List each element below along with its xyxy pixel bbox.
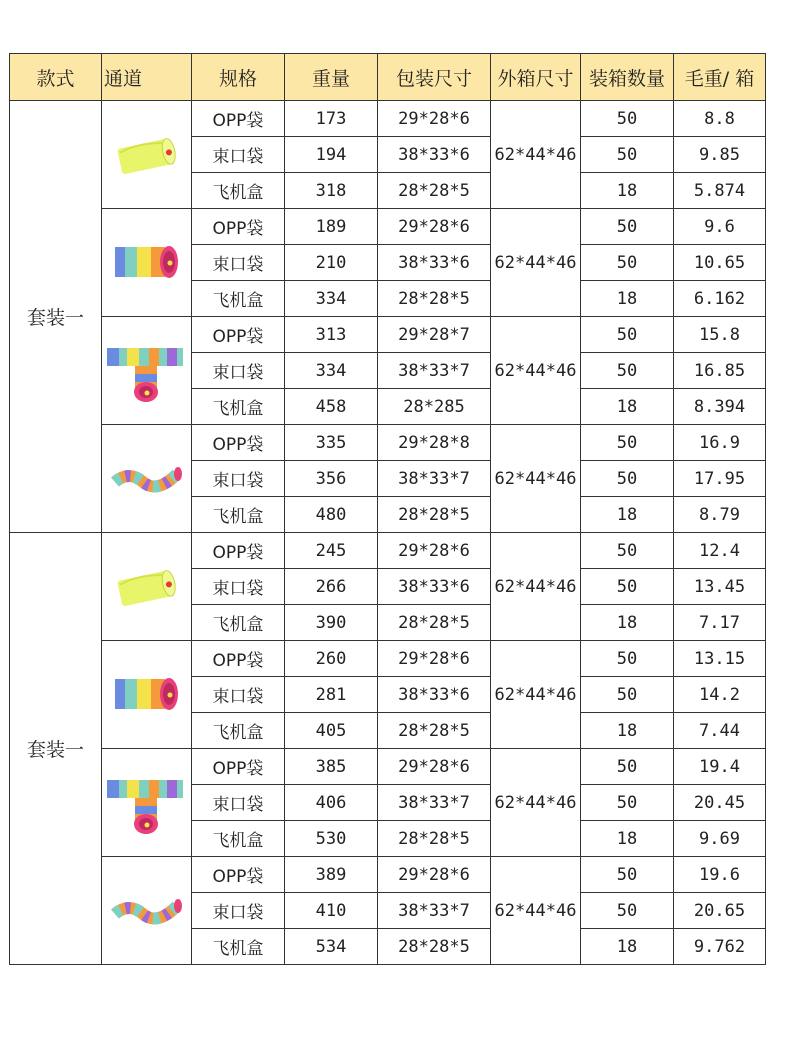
weight-cell: 389 xyxy=(285,857,378,893)
pack-size-cell: 29*28*6 xyxy=(378,641,491,677)
tunnel-image-cell xyxy=(102,749,192,857)
box-quantity-cell: 50 xyxy=(581,641,674,677)
spec-cell: OPP袋 xyxy=(192,317,285,353)
weight-cell: 530 xyxy=(285,821,378,857)
weight-cell: 334 xyxy=(285,281,378,317)
outer-box-size-cell: 62*44*46 xyxy=(491,101,581,209)
spec-cell: OPP袋 xyxy=(192,101,285,137)
weight-cell: 266 xyxy=(285,569,378,605)
gross-weight-cell: 15.8 xyxy=(674,317,766,353)
spec-cell: 飞机盒 xyxy=(192,173,285,209)
gross-weight-cell: 6.162 xyxy=(674,281,766,317)
box-quantity-cell: 50 xyxy=(581,893,674,929)
spec-table xyxy=(9,53,766,965)
pack-size-cell: 29*28*7 xyxy=(378,317,491,353)
spec-cell: 飞机盒 xyxy=(192,929,285,965)
box-quantity-cell: 50 xyxy=(581,677,674,713)
weight-cell: 385 xyxy=(285,749,378,785)
spec-cell: 飞机盒 xyxy=(192,821,285,857)
box-quantity-cell: 50 xyxy=(581,209,674,245)
rainbow-straight-tunnel-icon xyxy=(102,665,191,725)
pack-size-cell: 29*28*6 xyxy=(378,101,491,137)
weight-cell: 406 xyxy=(285,785,378,821)
table-row xyxy=(10,857,766,893)
weight-cell: 334 xyxy=(285,353,378,389)
outer-box-size-cell: 62*44*46 xyxy=(491,641,581,749)
table-row xyxy=(10,425,766,461)
box-quantity-cell: 50 xyxy=(581,569,674,605)
gross-weight-cell: 13.15 xyxy=(674,641,766,677)
box-quantity-cell: 50 xyxy=(581,785,674,821)
header-weight: 重量 xyxy=(285,54,378,101)
tunnel-image-cell xyxy=(102,425,192,533)
gross-weight-cell: 5.874 xyxy=(674,173,766,209)
header-pack-size: 包装尺寸 xyxy=(378,54,491,101)
box-quantity-cell: 50 xyxy=(581,101,674,137)
header-gross-weight: 毛重/ 箱 xyxy=(674,54,766,101)
header-spec: 规格 xyxy=(192,54,285,101)
weight-cell: 410 xyxy=(285,893,378,929)
pack-size-cell: 29*28*8 xyxy=(378,425,491,461)
spec-cell: OPP袋 xyxy=(192,749,285,785)
weight-cell: 534 xyxy=(285,929,378,965)
table-body xyxy=(10,101,766,965)
tunnel-image-cell xyxy=(102,101,192,209)
pack-size-cell: 38*33*6 xyxy=(378,677,491,713)
header-box-quantity: 装箱数量 xyxy=(581,54,674,101)
gross-weight-cell: 12.4 xyxy=(674,533,766,569)
box-quantity-cell: 50 xyxy=(581,533,674,569)
pack-size-cell: 38*33*7 xyxy=(378,785,491,821)
outer-box-size-cell: 62*44*46 xyxy=(491,857,581,965)
weight-cell: 245 xyxy=(285,533,378,569)
gross-weight-cell: 20.45 xyxy=(674,785,766,821)
s-curve-tunnel-icon xyxy=(102,886,191,936)
weight-cell: 318 xyxy=(285,173,378,209)
weight-cell: 480 xyxy=(285,497,378,533)
spec-cell: 飞机盒 xyxy=(192,497,285,533)
weight-cell: 189 xyxy=(285,209,378,245)
spec-cell: 束口袋 xyxy=(192,785,285,821)
spec-cell: 飞机盒 xyxy=(192,389,285,425)
t-shaped-tunnel-icon xyxy=(102,768,191,838)
box-quantity-cell: 50 xyxy=(581,245,674,281)
gross-weight-cell: 9.6 xyxy=(674,209,766,245)
yellow-tunnel-icon xyxy=(102,557,191,617)
outer-box-size-cell: 62*44*46 xyxy=(491,749,581,857)
pack-size-cell: 29*28*6 xyxy=(378,209,491,245)
pack-size-cell: 29*28*6 xyxy=(378,857,491,893)
pack-size-cell: 28*28*5 xyxy=(378,713,491,749)
gross-weight-cell: 10.65 xyxy=(674,245,766,281)
spec-cell: 飞机盒 xyxy=(192,281,285,317)
tunnel-image-cell xyxy=(102,641,192,749)
spec-cell: OPP袋 xyxy=(192,425,285,461)
pack-size-cell: 28*285 xyxy=(378,389,491,425)
weight-cell: 210 xyxy=(285,245,378,281)
gross-weight-cell: 13.45 xyxy=(674,569,766,605)
pack-size-cell: 28*28*5 xyxy=(378,821,491,857)
gross-weight-cell: 7.44 xyxy=(674,713,766,749)
gross-weight-cell: 19.4 xyxy=(674,749,766,785)
weight-cell: 335 xyxy=(285,425,378,461)
pack-size-cell: 29*28*6 xyxy=(378,533,491,569)
box-quantity-cell: 50 xyxy=(581,425,674,461)
rainbow-straight-tunnel-icon xyxy=(102,233,191,293)
box-quantity-cell: 18 xyxy=(581,497,674,533)
table-row xyxy=(10,101,766,137)
outer-box-size-cell: 62*44*46 xyxy=(491,209,581,317)
tunnel-image-cell xyxy=(102,209,192,317)
yellow-tunnel-icon xyxy=(102,125,191,185)
gross-weight-cell: 19.6 xyxy=(674,857,766,893)
t-shaped-tunnel-icon xyxy=(102,336,191,406)
weight-cell: 260 xyxy=(285,641,378,677)
box-quantity-cell: 18 xyxy=(581,281,674,317)
spec-cell: 束口袋 xyxy=(192,677,285,713)
table-row xyxy=(10,317,766,353)
weight-cell: 390 xyxy=(285,605,378,641)
header-row xyxy=(10,54,766,101)
weight-cell: 405 xyxy=(285,713,378,749)
box-quantity-cell: 18 xyxy=(581,389,674,425)
pack-size-cell: 38*33*6 xyxy=(378,137,491,173)
gross-weight-cell: 8.79 xyxy=(674,497,766,533)
table-row xyxy=(10,533,766,569)
weight-cell: 313 xyxy=(285,317,378,353)
s-curve-tunnel-icon xyxy=(102,454,191,504)
spec-cell: OPP袋 xyxy=(192,641,285,677)
gross-weight-cell: 17.95 xyxy=(674,461,766,497)
spec-cell: 束口袋 xyxy=(192,461,285,497)
pack-size-cell: 38*33*7 xyxy=(378,893,491,929)
weight-cell: 194 xyxy=(285,137,378,173)
gross-weight-cell: 9.85 xyxy=(674,137,766,173)
tunnel-image-cell xyxy=(102,533,192,641)
table-row xyxy=(10,749,766,785)
pack-size-cell: 28*28*5 xyxy=(378,281,491,317)
box-quantity-cell: 50 xyxy=(581,749,674,785)
spec-cell: 束口袋 xyxy=(192,353,285,389)
spec-cell: OPP袋 xyxy=(192,533,285,569)
outer-box-size-cell: 62*44*46 xyxy=(491,533,581,641)
gross-weight-cell: 7.17 xyxy=(674,605,766,641)
spec-cell: 飞机盒 xyxy=(192,713,285,749)
table-row xyxy=(10,209,766,245)
pack-size-cell: 28*28*5 xyxy=(378,605,491,641)
pack-size-cell: 29*28*6 xyxy=(378,749,491,785)
suite-label: 套装一 xyxy=(10,533,102,965)
spec-cell: 束口袋 xyxy=(192,569,285,605)
tunnel-image-cell xyxy=(102,317,192,425)
pack-size-cell: 38*33*6 xyxy=(378,569,491,605)
spec-cell: 飞机盒 xyxy=(192,605,285,641)
outer-box-size-cell: 62*44*46 xyxy=(491,317,581,425)
weight-cell: 173 xyxy=(285,101,378,137)
spec-cell: OPP袋 xyxy=(192,857,285,893)
pack-size-cell: 38*33*7 xyxy=(378,353,491,389)
pack-size-cell: 28*28*5 xyxy=(378,173,491,209)
pack-size-cell: 28*28*5 xyxy=(378,929,491,965)
box-quantity-cell: 50 xyxy=(581,461,674,497)
outer-box-size-cell: 62*44*46 xyxy=(491,425,581,533)
spec-cell: 束口袋 xyxy=(192,893,285,929)
gross-weight-cell: 8.8 xyxy=(674,101,766,137)
box-quantity-cell: 50 xyxy=(581,317,674,353)
box-quantity-cell: 18 xyxy=(581,605,674,641)
tunnel-image-cell xyxy=(102,857,192,965)
box-quantity-cell: 50 xyxy=(581,137,674,173)
gross-weight-cell: 16.85 xyxy=(674,353,766,389)
box-quantity-cell: 50 xyxy=(581,857,674,893)
table-row xyxy=(10,641,766,677)
box-quantity-cell: 50 xyxy=(581,353,674,389)
suite-label: 套装一 xyxy=(10,101,102,533)
pack-size-cell: 38*33*6 xyxy=(378,245,491,281)
gross-weight-cell: 20.65 xyxy=(674,893,766,929)
spec-cell: 束口袋 xyxy=(192,137,285,173)
pack-size-cell: 28*28*5 xyxy=(378,497,491,533)
header-style: 款式 xyxy=(10,54,102,101)
weight-cell: 458 xyxy=(285,389,378,425)
box-quantity-cell: 18 xyxy=(581,713,674,749)
weight-cell: 281 xyxy=(285,677,378,713)
box-quantity-cell: 18 xyxy=(581,929,674,965)
pack-size-cell: 38*33*7 xyxy=(378,461,491,497)
gross-weight-cell: 14.2 xyxy=(674,677,766,713)
box-quantity-cell: 18 xyxy=(581,173,674,209)
gross-weight-cell: 16.9 xyxy=(674,425,766,461)
spec-cell: OPP袋 xyxy=(192,209,285,245)
spec-cell: 束口袋 xyxy=(192,245,285,281)
gross-weight-cell: 8.394 xyxy=(674,389,766,425)
weight-cell: 356 xyxy=(285,461,378,497)
gross-weight-cell: 9.762 xyxy=(674,929,766,965)
gross-weight-cell: 9.69 xyxy=(674,821,766,857)
header-channel: 通道 xyxy=(102,54,192,101)
header-outer-box-size: 外箱尺寸 xyxy=(491,54,581,101)
box-quantity-cell: 18 xyxy=(581,821,674,857)
